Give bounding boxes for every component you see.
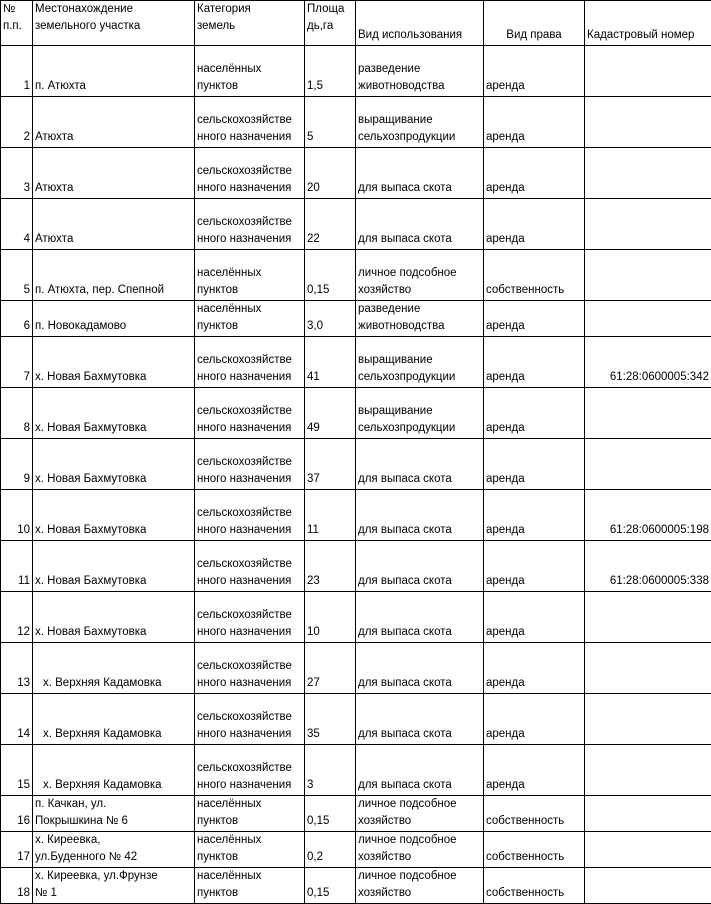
use-cell: личное подсобное хозяйство bbox=[356, 250, 484, 301]
location-cell: п. Новокадамово bbox=[33, 301, 195, 337]
use-cell: для выпаса скота bbox=[356, 148, 484, 199]
area-cell: 41 bbox=[305, 337, 356, 388]
category-cell: сельскохозяйстве нного назначения bbox=[195, 592, 305, 643]
cadastral-cell: 61:28:0600005:342 bbox=[585, 337, 711, 388]
cadastral-cell bbox=[585, 46, 711, 97]
right-type-cell: собственность bbox=[484, 796, 585, 832]
cadastral-cell: 61:28:0600005:198 bbox=[585, 490, 711, 541]
use-cell: для выпаса скота bbox=[356, 541, 484, 592]
area-cell: 11 bbox=[305, 490, 356, 541]
row-number: 4 bbox=[1, 199, 33, 250]
row-number: 16 bbox=[1, 796, 33, 832]
area-cell: 3 bbox=[305, 745, 356, 796]
cadastral-cell bbox=[585, 643, 711, 694]
table-row bbox=[1, 97, 711, 148]
cadastral-cell bbox=[585, 832, 711, 868]
area-cell: 1,5 bbox=[305, 46, 356, 97]
category-cell: населённых пунктов bbox=[195, 301, 305, 337]
location-cell: х. Новая Бахмутовка bbox=[33, 490, 195, 541]
location-cell: х. Новая Бахмутовка bbox=[33, 388, 195, 439]
category-cell: сельскохозяйстве нного назначения bbox=[195, 694, 305, 745]
row-number: 2 bbox=[1, 97, 33, 148]
table-row bbox=[1, 643, 711, 694]
area-cell: 49 bbox=[305, 388, 356, 439]
right-type-cell: аренда bbox=[484, 97, 585, 148]
location-cell: п. Атюхта, пер. Спепной bbox=[33, 250, 195, 301]
area-cell: 0,2 bbox=[305, 832, 356, 868]
row-number: 15 bbox=[1, 745, 33, 796]
row-number: 1 bbox=[1, 46, 33, 97]
category-cell: сельскохозяйстве нного назначения bbox=[195, 541, 305, 592]
header-category: Категория земель bbox=[195, 1, 305, 46]
category-cell: сельскохозяйстве нного назначения bbox=[195, 148, 305, 199]
use-cell: для выпаса скота bbox=[356, 745, 484, 796]
category-cell: сельскохозяйстве нного назначения bbox=[195, 337, 305, 388]
cadastral-cell bbox=[585, 868, 711, 904]
location-cell: х. Новая Бахмутовка bbox=[33, 541, 195, 592]
use-cell: для выпаса скота bbox=[356, 694, 484, 745]
header-num: № п.п. bbox=[1, 1, 33, 46]
table-row bbox=[1, 541, 711, 592]
table-row bbox=[1, 250, 711, 301]
right-type-cell: аренда bbox=[484, 337, 585, 388]
use-cell: личное подсобное хозяйство bbox=[356, 832, 484, 868]
right-type-cell: аренда bbox=[484, 643, 585, 694]
area-cell: 20 bbox=[305, 148, 356, 199]
right-type-cell: аренда bbox=[484, 199, 585, 250]
table-row bbox=[1, 868, 711, 904]
use-cell: выращивание сельхозпродукции bbox=[356, 97, 484, 148]
category-cell: населённых пунктов bbox=[195, 46, 305, 97]
cadastral-cell bbox=[585, 148, 711, 199]
category-cell: населённых пунктов bbox=[195, 796, 305, 832]
table-row bbox=[1, 592, 711, 643]
location-cell: Атюхта bbox=[33, 199, 195, 250]
location-cell: Атюхта bbox=[33, 148, 195, 199]
right-type-cell: аренда bbox=[484, 541, 585, 592]
row-number: 8 bbox=[1, 388, 33, 439]
header-location: Местонахождение земельного участка bbox=[33, 1, 195, 46]
category-cell: сельскохозяйстве нного назначения bbox=[195, 490, 305, 541]
row-number: 13 bbox=[1, 643, 33, 694]
cadastral-cell bbox=[585, 694, 711, 745]
cadastral-cell bbox=[585, 439, 711, 490]
table-row bbox=[1, 199, 711, 250]
row-number: 17 bbox=[1, 832, 33, 868]
cadastral-cell bbox=[585, 301, 711, 337]
location-cell: п. Качкан, ул. Покрышкина № 6 bbox=[33, 796, 195, 832]
table-row bbox=[1, 388, 711, 439]
row-number: 11 bbox=[1, 541, 33, 592]
row-number: 14 bbox=[1, 694, 33, 745]
cadastral-cell bbox=[585, 796, 711, 832]
use-cell: разведение животноводства bbox=[356, 301, 484, 337]
cadastral-cell bbox=[585, 97, 711, 148]
row-number: 9 bbox=[1, 439, 33, 490]
area-cell: 22 bbox=[305, 199, 356, 250]
location-cell: х. Новая Бахмутовка bbox=[33, 337, 195, 388]
use-cell: выращивание сельхозпродукции bbox=[356, 388, 484, 439]
location-cell: Атюхта bbox=[33, 97, 195, 148]
location-cell: х. Верхняя Кадамовка bbox=[33, 745, 195, 796]
table-row bbox=[1, 46, 711, 97]
area-cell: 0,15 bbox=[305, 868, 356, 904]
row-number: 18 bbox=[1, 868, 33, 904]
category-cell: сельскохозяйстве нного назначения bbox=[195, 745, 305, 796]
category-cell: сельскохозяйстве нного назначения bbox=[195, 199, 305, 250]
area-cell: 27 bbox=[305, 643, 356, 694]
right-type-cell: собственность bbox=[484, 832, 585, 868]
category-cell: населённых пунктов bbox=[195, 868, 305, 904]
table-row bbox=[1, 745, 711, 796]
use-cell: личное подсобное хозяйство bbox=[356, 868, 484, 904]
table-row bbox=[1, 148, 711, 199]
table-row bbox=[1, 796, 711, 832]
table-row bbox=[1, 490, 711, 541]
header-use: Вид использования bbox=[356, 1, 484, 46]
table-row bbox=[1, 439, 711, 490]
area-cell: 3,0 bbox=[305, 301, 356, 337]
right-type-cell: аренда bbox=[484, 148, 585, 199]
right-type-cell: аренда bbox=[484, 745, 585, 796]
use-cell: разведение животноводства bbox=[356, 46, 484, 97]
category-cell: населённых пунктов bbox=[195, 832, 305, 868]
location-cell: х. Новая Бахмутовка bbox=[33, 439, 195, 490]
cadastral-cell: 61:28:0600005:338 bbox=[585, 541, 711, 592]
table-row bbox=[1, 694, 711, 745]
area-cell: 5 bbox=[305, 97, 356, 148]
use-cell: личное подсобное хозяйство bbox=[356, 796, 484, 832]
right-type-cell: аренда bbox=[484, 439, 585, 490]
use-cell: для выпаса скота bbox=[356, 592, 484, 643]
area-cell: 10 bbox=[305, 592, 356, 643]
area-cell: 23 bbox=[305, 541, 356, 592]
header-right: Вид права bbox=[484, 1, 585, 46]
cadastral-cell bbox=[585, 199, 711, 250]
use-cell: выращивание сельхозпродукции bbox=[356, 337, 484, 388]
table-row bbox=[1, 301, 711, 337]
location-cell: х. Верхняя Кадамовка bbox=[33, 694, 195, 745]
area-cell: 37 bbox=[305, 439, 356, 490]
area-cell: 0,15 bbox=[305, 796, 356, 832]
category-cell: сельскохозяйстве нного назначения bbox=[195, 643, 305, 694]
header-cadastral: Кадастровый номер bbox=[585, 1, 711, 46]
cadastral-cell bbox=[585, 745, 711, 796]
category-cell: сельскохозяйстве нного назначения bbox=[195, 97, 305, 148]
row-number: 3 bbox=[1, 148, 33, 199]
row-number: 7 bbox=[1, 337, 33, 388]
cadastral-cell bbox=[585, 592, 711, 643]
right-type-cell: аренда bbox=[484, 490, 585, 541]
right-type-cell: собственность bbox=[484, 250, 585, 301]
right-type-cell: аренда bbox=[484, 388, 585, 439]
row-number: 10 bbox=[1, 490, 33, 541]
area-cell: 0,15 bbox=[305, 250, 356, 301]
row-number: 5 bbox=[1, 250, 33, 301]
right-type-cell: аренда bbox=[484, 592, 585, 643]
header-row bbox=[1, 1, 711, 46]
right-type-cell: аренда bbox=[484, 46, 585, 97]
location-cell: х. Новая Бахмутовка bbox=[33, 592, 195, 643]
right-type-cell: аренда bbox=[484, 301, 585, 337]
use-cell: для выпаса скота bbox=[356, 490, 484, 541]
use-cell: для выпаса скота bbox=[356, 199, 484, 250]
cadastral-cell bbox=[585, 250, 711, 301]
category-cell: сельскохозяйстве нного назначения bbox=[195, 439, 305, 490]
cadastral-cell bbox=[585, 388, 711, 439]
location-cell: х. Киреевка, ул.Фрунзе № 1 bbox=[33, 868, 195, 904]
location-cell: х. Киреевка, ул.Буденного № 42 bbox=[33, 832, 195, 868]
table-row bbox=[1, 337, 711, 388]
location-cell: п. Атюхта bbox=[33, 46, 195, 97]
row-number: 12 bbox=[1, 592, 33, 643]
row-number: 6 bbox=[1, 301, 33, 337]
header-area: Площа дь,га bbox=[305, 1, 356, 46]
category-cell: населённых пунктов bbox=[195, 250, 305, 301]
table-row bbox=[1, 832, 711, 868]
category-cell: сельскохозяйстве нного назначения bbox=[195, 388, 305, 439]
right-type-cell: аренда bbox=[484, 694, 585, 745]
right-type-cell: собственность bbox=[484, 868, 585, 904]
use-cell: для выпаса скота bbox=[356, 643, 484, 694]
use-cell: для выпаса скота bbox=[356, 439, 484, 490]
location-cell: х. Верхняя Кадамовка bbox=[33, 643, 195, 694]
table-body bbox=[1, 46, 711, 904]
area-cell: 35 bbox=[305, 694, 356, 745]
